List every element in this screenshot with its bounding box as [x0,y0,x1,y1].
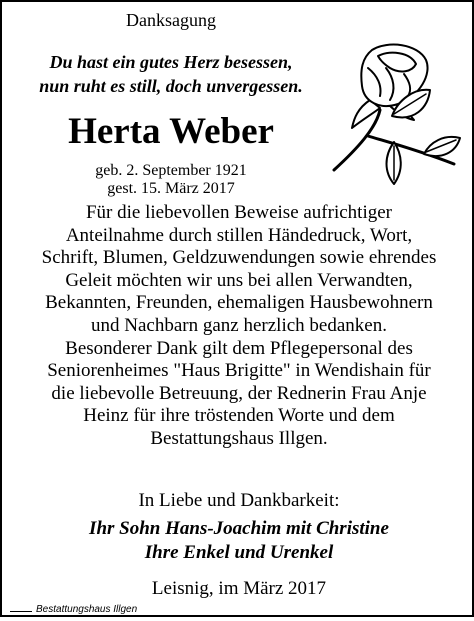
text-line: und Nachbarn ganz herzlich bedanken. [91,314,387,336]
text-line: Für die liebevollen Beweise aufrichtiger [85,202,392,223]
text-line: die liebevolle Betreuung, der Rednerin Frau Anje [51,382,427,404]
text-line: Schrift, Blumen, Geldzuwendungen sowie ehrendes [41,247,437,269]
death-date: gest. 15. März 2017 [107,180,235,197]
signers [2,517,474,565]
life-dates [2,162,340,198]
text-line: Bestattungshaus Illgen. [150,427,328,449]
text-line: Seniorenheimes "Haus Brigitte" in Wendishain für [47,360,431,382]
text-line: Anteilnahme durch stillen Händedruck, Wort, [65,224,413,246]
signer-line: Ihr Sohn Hans-Joachim mit Christine [89,518,389,539]
motto-line: Du hast ein gutes Herz besessen, [49,52,293,72]
text-line: Heinz für ihre tröstenden Worte und dem [83,405,395,427]
text-line: Geleit möchten wir uns bei allen Verwandten, [65,269,413,291]
place-date: Leisnig, im März 2017 [151,578,327,599]
motto-line: nun ruht es still, doch unvergessen. [39,76,303,96]
footer-rule [10,611,32,612]
deceased-name: Herta Weber [68,111,274,152]
text-line: Besonderer Dank gilt dem Pflegepersonal des [65,337,413,359]
motto [2,50,340,98]
birth-date: geb. 2. September 1921 [95,162,247,179]
rose-icon [328,38,468,188]
notice-heading: Danksagung [126,10,216,30]
footer [0,604,474,618]
closing-phrase: In Liebe und Dankbarkeit: [138,490,340,511]
text-line: Bekannten, Freunden, ehemaligen Hausbewohnern [45,292,433,314]
signer-line: Ihre Enkel und Urenkel [144,542,334,563]
footer-label: Bestattungshaus Illgen [36,604,138,615]
thanks-text [10,202,468,451]
